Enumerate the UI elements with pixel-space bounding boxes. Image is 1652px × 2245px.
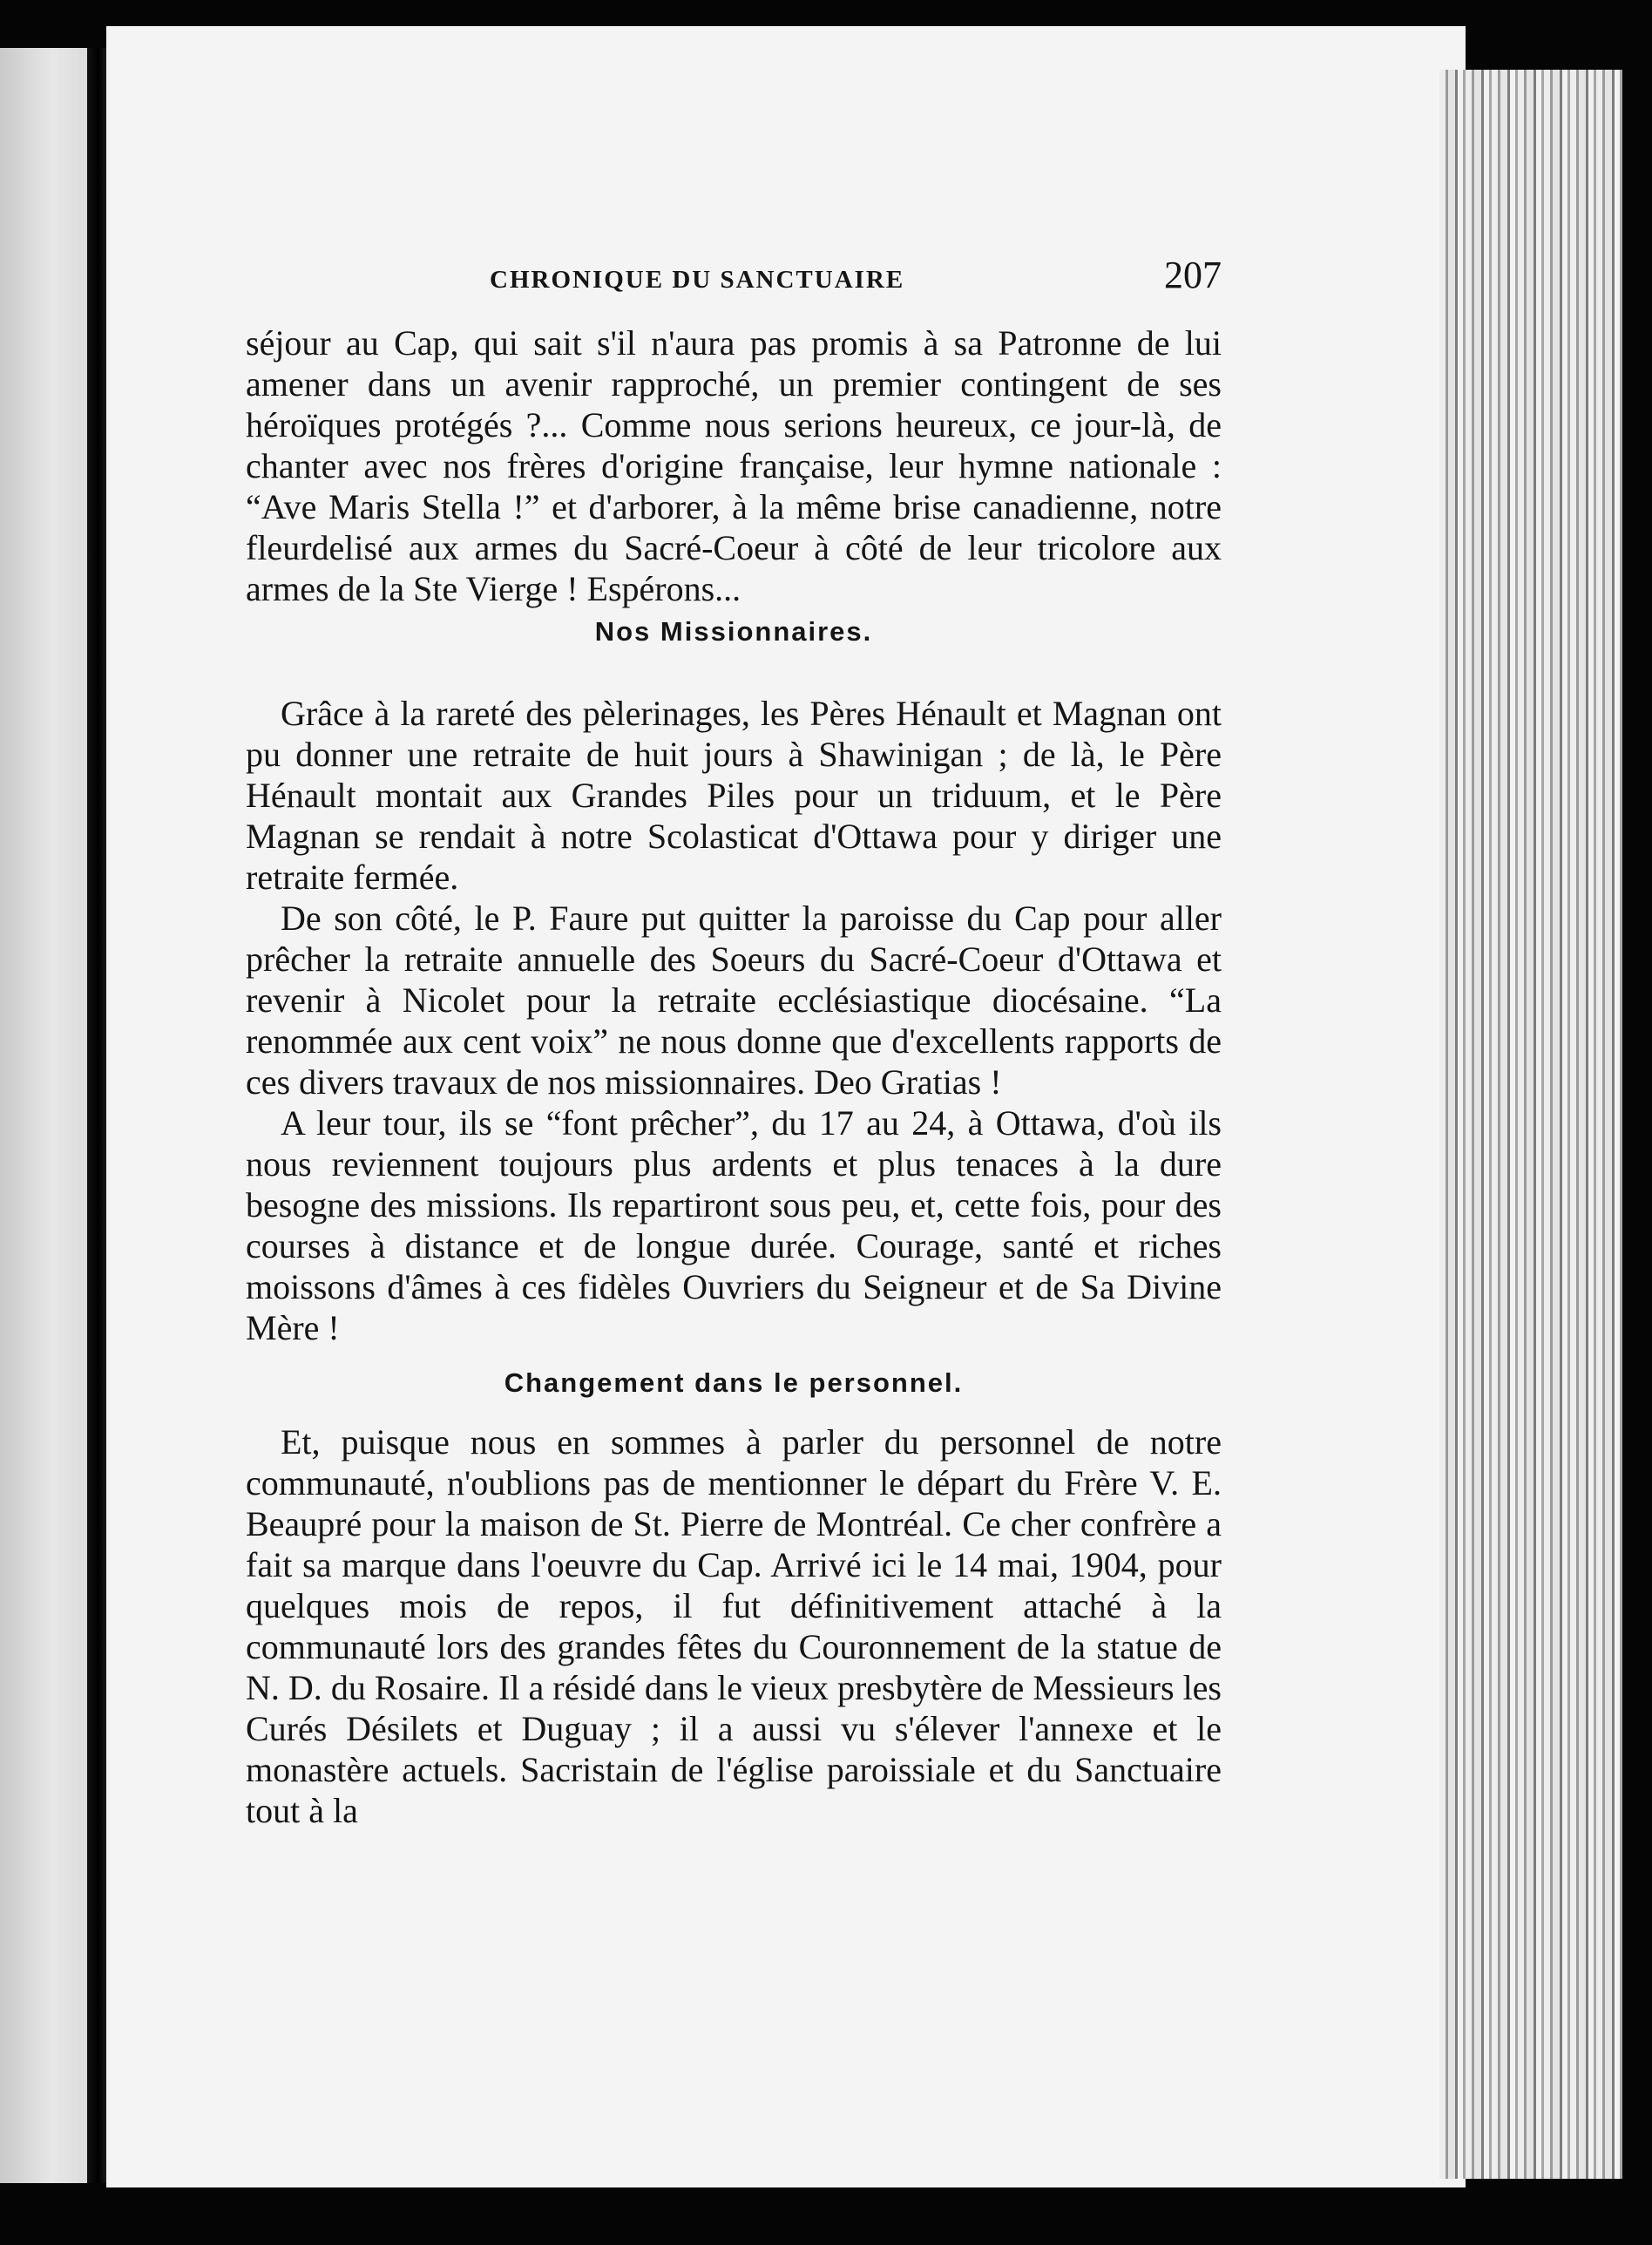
page-number: 207 bbox=[1164, 254, 1222, 296]
section-heading-missionnaires: Nos Missionnaires. bbox=[594, 616, 873, 647]
page-stack-edges bbox=[1439, 70, 1622, 2179]
running-title: CHRONIQUE DU SANCTUAIRE bbox=[490, 266, 905, 294]
running-head bbox=[276, 253, 1222, 322]
section-heading-personnel: Changement dans le personnel. bbox=[504, 1367, 964, 1398]
previous-page-edge bbox=[0, 48, 87, 2183]
page-text-block bbox=[246, 253, 1222, 1831]
paragraph-missions-3: A leur tour, ils se “font prêcher”, du 17 au 24, à Ottawa, d'où ils nous reviennent toujours plus ardents et plus tenaces à la dure besogne des missions. Ils repartiront sous peu, et, cette fois, pour des courses à distance et de longue durée. Courage, santé et riches moissons d'âmes à ces fidèles Ouvriers du Seigneur et de Sa Divine Mère ! bbox=[246, 1103, 1222, 1347]
paragraph-personnel: Et, puisque nous en sommes à parler du personnel de notre communauté, n'oublions pas de mentionner le départ du Frère V. E. Beaupré pour la maison de St. Pierre de Montréal. Ce cher confrère a fait sa marque dans l'oeuvre du Cap. Arrivé ici le 14 mai, 1904, pour quelques mois de repos, il fut définitivement attaché à la communauté lors des grandes fêtes du Couronnement de la statue de N. D. du Rosaire. Il a résidé dans le vieux presbytère de Messieurs les Curés Désilets et Duguay ; il a aussi vu s'élever l'annexe et le monastère actuels. Sacristain de l'église paroissiale et du Sanctuaire tout à la bbox=[246, 1422, 1222, 1830]
book-gutter bbox=[87, 48, 106, 2183]
paragraph-missions-1: Grâce à la rareté des pèlerinages, les Pères Hénault et Magnan ont pu donner une retraite de huit jours à Shawinigan ; de là, le Père Hénault montait aux Grandes Piles pour un triduum, et le Père Magnan se rendait à notre Scolasticat d'Ottawa pour y diriger une retraite fermée. bbox=[246, 694, 1222, 897]
paragraph-missions-2: De son côté, le P. Faure put quitter la paroisse du Cap pour aller prêcher la retraite annuelle des Soeurs du Sacré-Coeur d'Ottawa et revenir à Nicolet pour la retraite ecclésiastique diocésaine. “La renommée aux cent voix” ne nous donne que d'excellents rapports de ces divers travaux de nos missionnaires. Deo Gratias ! bbox=[246, 899, 1222, 1102]
paragraph-intro: séjour au Cap, qui sait s'il n'aura pas promis à sa Patronne de lui amener dans un avenir rapproché, un premier contingent de ses héroïques protégés ?... Comme nous serions heureux, ce jour-là, de chanter avec nos frères d'origine française, leur hymne nationale : “Ave Maris Stella !” et d'arborer, à la même brise canadienne, notre fleurdelisé aux armes du Sacré-Coeur à côté de leur tricolore aux armes de la Ste Vierge ! Espérons... bbox=[246, 323, 1222, 608]
